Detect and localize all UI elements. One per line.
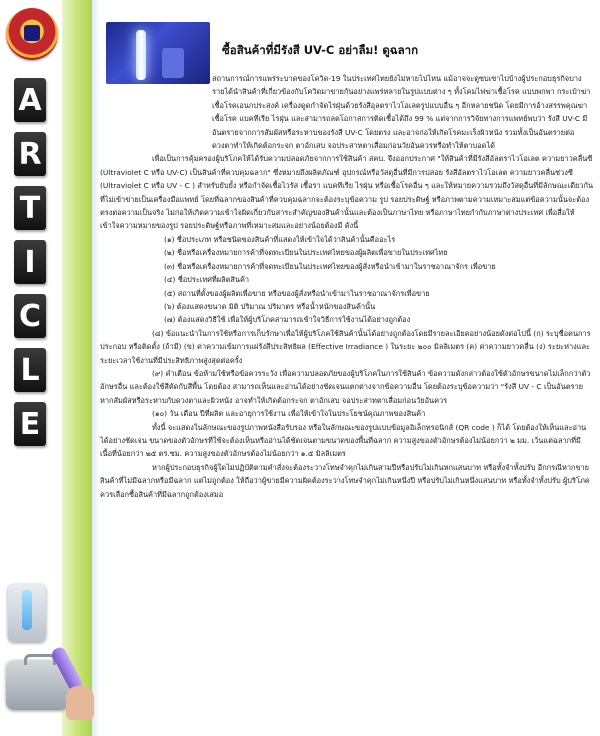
paragraph-regulation: เพื่อเป็นการคุ้มครองผู้บริโภคให้ได้รับความปลอดภัยจากการใช้สินค้า สคบ. จึงออกประกาศ "ให้สินค้าที่มีรังสีอัลตราไวโอเลต ความยาวคลื่นซี (Ultraviolet C หรือ UV-C) เป็นสินค้าที่ควบคุมฉลาก" ซึ่งหมายถึงผลิตภัณฑ์ อุปกรณ์หรือวัสดุอื่นที่มีการปล่อย รังสีอัลตราไวโอเลต ความยาวคลื่นช่วงซี (Ultraviolet C หรือ UV - C ) สำหรับยับยั้ง หรือกำจัดเชื้อไวรัส เชื้อรา แบคทีเรีย ไรฝุ่น หรือเชื้อโรคอื่น ๆ และให้หมายความรวมถึงวัสดุอื่นที่มีลักษณะเดียวกัน ที่ไม่เข้าข่ายเป็นเครื่องมือแพทย์ โดยที่ฉลากของสินค้าที่ควบคุมฉลากจะต้องระบุข้อความ รูป รอยประดิษฐ์ หรือภาพตามความเหมาะสมแต่ข้อความนั้นจะต้องตรงต่อความเป็นจริง ไม่ก่อให้เกิดความเข้าใจผิดเกี่ยวกับสาระสำคัญของสินค้านั้นและต้องเป็นภาษาไทย หรือภาษาไทยกำกับภาษาต่างประเทศ เพื่อสื่อให้เข้าใจความหมายของรูป รอยประดิษฐ์หรือภาพที่เหมาะสมและอย่างน้อยต้องมี ดังนี้ (100, 154, 594, 231)
letter-t: T (14, 186, 46, 230)
list-item: (๒) ชื่อหรือเครื่องหมายการค้าที่จดทะเบียนในประเทศไทยของผู้ผลิตเพื่อขายในประเทศไทย (164, 248, 448, 258)
list-item: (๔) ชื่อประเทศที่ผลิตสินค้า (164, 275, 250, 285)
list-item: (๕) สถานที่ตั้งของผู้ผลิตเพื่อขาย หรือของผู้สั่งหรือนำเข้ามาในราชอาณาจักรเพื่อขาย (164, 288, 430, 298)
green-stripe (62, 0, 96, 736)
list-item: (๓) ชื่อหรือเครื่องหมายการค้าที่จดทะเบียนในประเทศไทยของผู้สั่งหรือนำเข้ามาในราชอาณาจักร เพื่อขาย (164, 261, 496, 271)
list-item-10: (๑๐) วัน เดือน ปีที่ผลิต และอายุการใช้งาน เพื่อให้เข้าใจในประโยชน์คุณภาพของสินค้า (152, 409, 426, 419)
letter-e: E (14, 402, 46, 446)
hand-image (66, 686, 94, 720)
list-item-8: (๘) ข้อแนะนำในการใช้หรือการเก็บรักษาเพื่อให้ผู้บริโภคใช้สินค้านั้นได้อย่างถูกต้องโดยมีรายละเอียดอย่างน้อยดังต่อไปนี้ (ก) ระบุชื่อคนการประกอบ หรือติดตั้ง (ถ้ามี) (ข) ค่าความเข้มการแผ่รังสีประสิทธิผล (Effective Irradiance ) ในระยะ ๒๐๐ มิลลิเมตร (ค) ค่าความยาวคลื่น (ง) ระยะห่างและระยะเวลาใช้งานที่มีประสิทธิภาพสูงสุดต่อครั้ง (100, 328, 591, 365)
letter-a: A (14, 78, 46, 122)
article-body (100, 72, 594, 501)
article-title: ซื้อสินค้าที่มีรังสี UV-C อย่าลืม! ดูฉลาก (222, 43, 419, 57)
list-item-9: (๙) คำเตือน ข้อห้ามใช้หรือข้อควรระวัง เพื่อความปลอดภัยของผู้บริโภคในการใช้สินค้า ข้อความดังกล่าวต้องใช้ตัวอักษรขนาดไม่เล็กกว่าตัวอักษรอื่น และต้องใช้สีตัดกับสีพื้น โดยต้อง สามารถเห็นและอ่านได้อย่างชัดเจนแตกต่างจากข้อความอื่น โดยต้องระบุข้อความว่า "รังสี UV - C เป็นอันตรายหากสัมผัสหรือระหาบกับดวงตาและผิวหนัง อาจทำให้เกิดต้อกระจก ตาอักเสบ จอประสาทตาเสื่อมก่อนวัยอันควร (100, 368, 591, 405)
label-requirements-list (100, 233, 594, 327)
blue-stripe (92, 0, 100, 736)
paragraph-label-format: ทั้งนี้ จะแสดงในลักษณะของรูปภาพหนังสือรับรอง หรือในลักษณะของรูปแบบข้อมูลอิเล็กทรอนิกส์ (QR code ) ก็ได้ โดยต้องให้เห็นและอ่านได้อย่างชัดเจน ขนาดของตัวอักษรที่ใช้จะต้องเห็นหรืออ่านได้ชัดเจนตามขนาดของพื้นที่ฉลาก ความสูงของตัวอักษรต้องไม่น้อยกว่า ๒ มม. เว้นแต่ฉลากที่มีเนื้อที่น้อยกว่า ๒๕ ตร.ซม. ความสูงของตัวอักษรต้องไม่น้อยกว่า ๑.๕ มิลลิเมตร (100, 422, 587, 459)
letter-c: C (14, 294, 46, 338)
paragraph-intro: สถานการณ์การแพร่ระบาดของโควิด-19 ในประเทศไทยยังไม่หายไปไหน แม้อาจจะดูซบเซาไปบ้างผู้ประกอบธุรกิจบางรายได้นำสินค้าที่เกี่ยวข้องกับโควิดมาขายกันอย่างแพร่หลายในรูปแบบต่าง ๆ ทั้งโคมไฟฆ่าเชื้อโรค แบบพกพา กระเป๋าฆ่าเชื้อโรคเอนกประสงค์ เครื่องดูดกำจัดไรฝุ่นด้วยรังสีอุลตราไวโอเลตรูปแบบอื่น ๆ อีกหลายชนิด โดยมีการอ้างสรรพคุณฆ่าเชื้อโรค แบคทีเรีย ไรฝุ่น และสามารถลดโอกาสการติดเชื้อได้ถึง 99 % แต่จากการวิจัยทางการแพทย์พบว่า รังสี UV-C มีอันตรายจากการสัมผัสหรือระหาบของรังสี UV-C โดยตรง และอาจก่อให้เกิดโรคมะเร็งผิวหนัง รวมทั้งเป็นอันตรายต่อดวงตาทำให้เกิดต้อกระจก ตาอักเสบ จอประสาทตาเสื่อมก่อนวัยอันควรหรือทำให้ตาบอดได้ (212, 74, 591, 151)
list-item: (๗) ต้องแสดงวิธีใช้ เพื่อให้ผู้บริโภคสามารถเข้าใจวิธีการใช้งานได้อย่างถูกต้อง (164, 315, 411, 325)
paragraph-penalty: หากผู้ประกอบธุรกิจผู้ใดไม่ปฏิบัติตามคำสั่งจะต้องระวางโทษจำคุกไม่เกินสามปีหรือปรับไม่เกินหกแสนบาท หรือทั้งจำทั้งปรับ อีกกรณีหากขายสินค้าที่ไม่มีฉลากหรือมีฉลาก แต่ไม่ถูกต้อง ให้ถือว่าผู้ขายมีความผิดต้องระวางโทษจำคุกไม่เกินหนึ่งปี หรือปรับไม่เกินหนึ่งแสนบาท หรือทั้งจำทั้งปรับ ผู้บริโภคควรเลือกซื้อสินค้าที่มีฉลากถูกต้องเสมอ (100, 462, 590, 499)
list-item: (๑) ชื่อประเภท หรือชนิดของสินค้าที่แสดงให้เข้าใจได้ว่าสินค้านั้นคืออะไร (164, 234, 396, 244)
uv-lamp-product-image (8, 584, 46, 642)
ocpb-seal-logo (6, 8, 58, 60)
letter-r: R (14, 132, 46, 176)
list-item: (๖) ต้องแสดงขนาด มิติ ปริมาณ ปริมาตร หรือน้ำหนักของสินค้านั้น (164, 301, 376, 311)
letter-l: L (14, 348, 46, 392)
letter-i: I (14, 240, 46, 284)
article-vertical-title (14, 78, 50, 456)
